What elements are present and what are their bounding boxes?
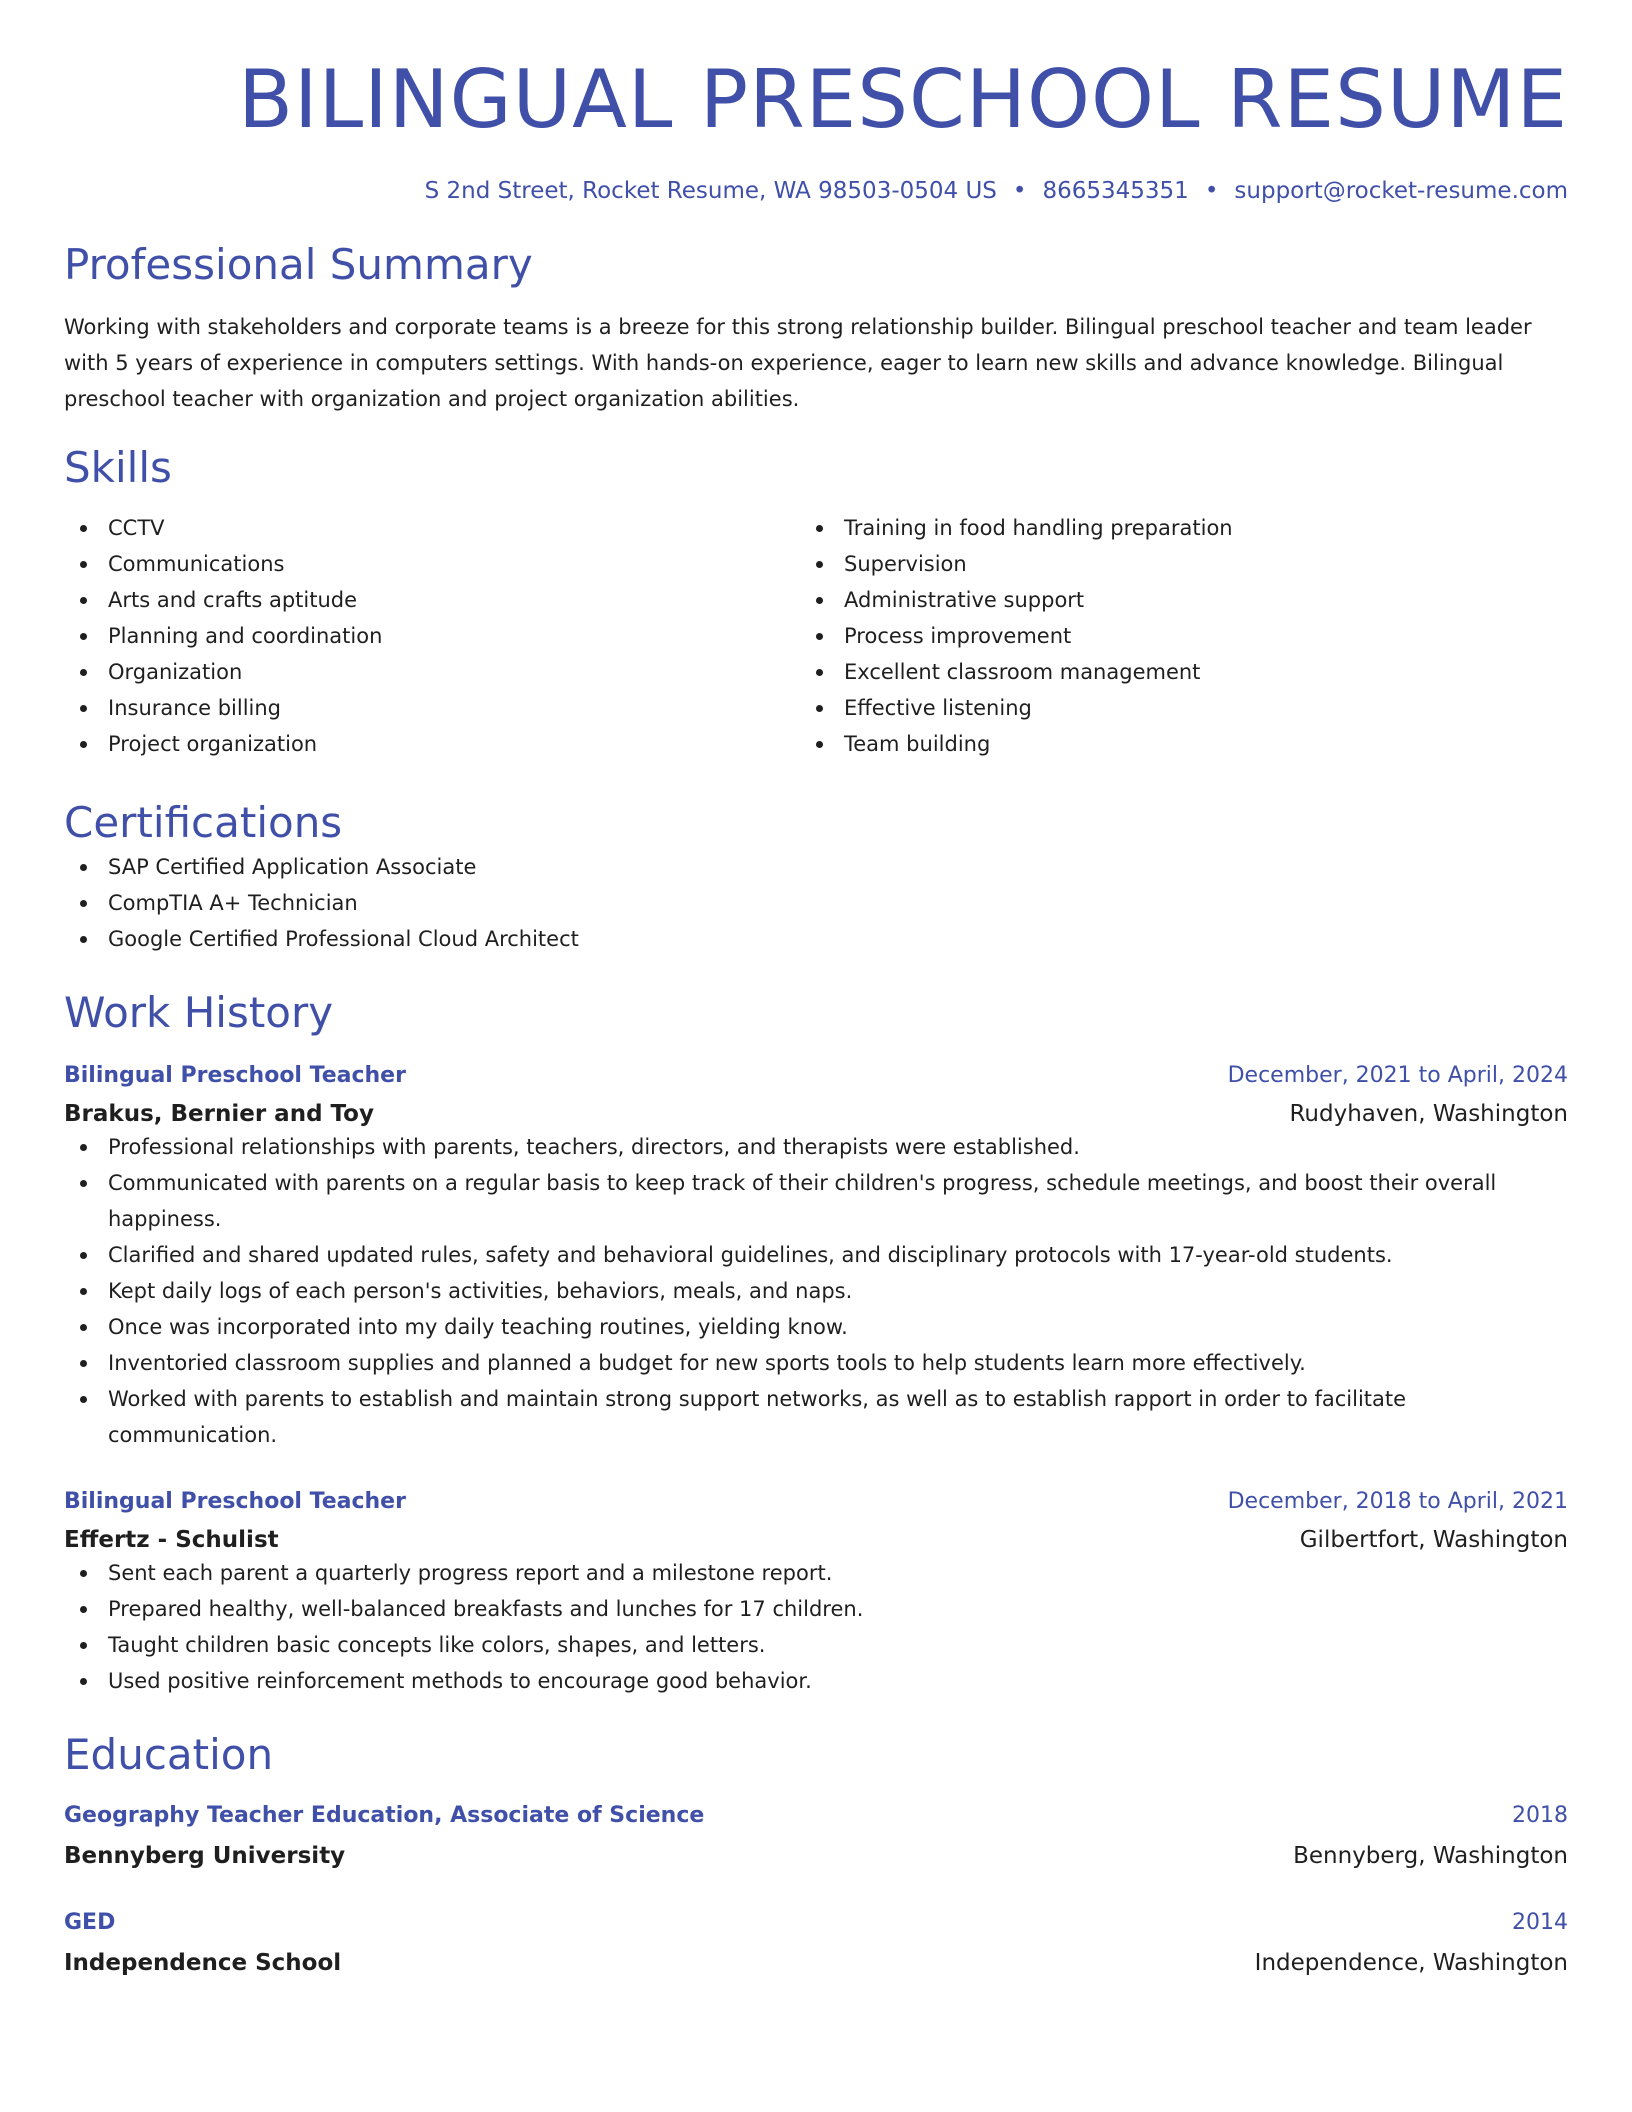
education-year: 2014 bbox=[1512, 1910, 1568, 1935]
certification-item: CompTIA A+ Technician bbox=[64, 885, 1568, 921]
job-duty-item: Taught children basic concepts like colors, shapes, and letters. bbox=[64, 1627, 1568, 1663]
skill-item: Insurance billing bbox=[64, 690, 800, 726]
job-dates: December, 2021 to April, 2024 bbox=[1227, 1063, 1568, 1088]
skill-item: Process improvement bbox=[800, 618, 1568, 654]
education-entry bbox=[64, 1801, 1568, 1871]
education-school: Bennyberg University bbox=[64, 1843, 346, 1869]
job-duties-list bbox=[64, 1129, 1568, 1453]
skill-item: Excellent classroom management bbox=[800, 654, 1568, 690]
contact-address: S 2nd Street, Rocket Resume, WA 98503-0504 US bbox=[424, 178, 997, 204]
skill-item: Communications bbox=[64, 546, 800, 582]
skill-item: CCTV bbox=[64, 510, 800, 546]
job-duty-item: Worked with parents to establish and maintain strong support networks, as well as to establish rapport in order to facilitate communication. bbox=[64, 1381, 1568, 1453]
skill-item: Organization bbox=[64, 654, 800, 690]
contact-line bbox=[64, 176, 1568, 206]
education-year: 2018 bbox=[1512, 1803, 1568, 1828]
job-duty-item: Used positive reinforcement methods to encourage good behavior. bbox=[64, 1663, 1568, 1699]
education-degree-row bbox=[64, 1801, 1568, 1831]
skill-item: Team building bbox=[800, 726, 1568, 762]
contact-separator: • bbox=[1012, 178, 1027, 204]
skill-item: Effective listening bbox=[800, 690, 1568, 726]
education-entry bbox=[64, 1908, 1568, 1978]
job-title-row bbox=[64, 1487, 1568, 1517]
job-role: Bilingual Preschool Teacher bbox=[64, 1063, 406, 1088]
job-title-row bbox=[64, 1061, 1568, 1091]
job-company-row bbox=[64, 1099, 1568, 1129]
skills-list-right bbox=[800, 510, 1568, 762]
job-duty-item: Clarified and shared updated rules, safety and behavioral guidelines, and disciplinary protocols with 17-year-old students. bbox=[64, 1237, 1568, 1273]
job-company-row bbox=[64, 1525, 1568, 1555]
job-dates: December, 2018 to April, 2021 bbox=[1227, 1489, 1568, 1514]
job-duties-list bbox=[64, 1555, 1568, 1699]
summary-text: Working with stakeholders and corporate teams is a breeze for this strong relationship builder. Bilingual preschool teacher and team leader with 5 years of experience in computers settings. With hands-on experience, eager to learn new skills and advance knowledge. Bilingual preschool teacher with organization and project organization abilities. bbox=[64, 315, 1532, 411]
job-company: Effertz - Schulist bbox=[64, 1527, 279, 1553]
skill-item: Planning and coordination bbox=[64, 618, 800, 654]
skill-item: Project organization bbox=[64, 726, 800, 762]
certifications-heading: Certifications bbox=[64, 798, 343, 847]
job-duty-item: Inventoried classroom supplies and planned a budget for new sports tools to help students learn more effectively. bbox=[64, 1345, 1568, 1381]
job-entry bbox=[64, 1487, 1568, 1699]
skills-heading: Skills bbox=[64, 443, 172, 492]
resume-header bbox=[64, 50, 1568, 206]
job-duty-item: Professional relationships with parents, teachers, directors, and therapists were established. bbox=[64, 1129, 1568, 1165]
skills-columns bbox=[64, 510, 1568, 762]
certifications-list bbox=[64, 849, 1568, 957]
education-degree: GED bbox=[64, 1910, 116, 1935]
contact-separator: • bbox=[1204, 178, 1219, 204]
job-duty-item: Communicated with parents on a regular basis to keep track of their children's progress, schedule meetings, and boost their overall happiness. bbox=[64, 1165, 1568, 1237]
job-company: Brakus, Bernier and Toy bbox=[64, 1101, 374, 1127]
skill-item: Supervision bbox=[800, 546, 1568, 582]
education-school-row bbox=[64, 1841, 1568, 1871]
education-heading: Education bbox=[64, 1730, 274, 1779]
education-location: Independence, Washington bbox=[1254, 1950, 1568, 1976]
job-duty-item: Once was incorporated into my daily teaching routines, yielding know. bbox=[64, 1309, 1568, 1345]
skill-item: Training in food handling preparation bbox=[800, 510, 1568, 546]
work-history-heading: Work History bbox=[64, 988, 334, 1037]
job-entry bbox=[64, 1061, 1568, 1453]
job-location: Gilbertfort, Washington bbox=[1299, 1527, 1568, 1553]
job-location: Rudyhaven, Washington bbox=[1289, 1101, 1568, 1127]
education-school: Independence School bbox=[64, 1950, 342, 1976]
education-school-row bbox=[64, 1948, 1568, 1978]
skill-item: Administrative support bbox=[800, 582, 1568, 618]
education-degree: Geography Teacher Education, Associate of Science bbox=[64, 1803, 705, 1828]
skill-item: Arts and crafts aptitude bbox=[64, 582, 800, 618]
contact-email[interactable]: support@rocket-resume.com bbox=[1234, 178, 1568, 204]
contact-phone: 8665345351 bbox=[1042, 178, 1189, 204]
education-degree-row bbox=[64, 1908, 1568, 1938]
certification-item: Google Certified Professional Cloud Architect bbox=[64, 921, 1568, 957]
education-location: Bennyberg, Washington bbox=[1293, 1843, 1568, 1869]
certification-item: SAP Certified Application Associate bbox=[64, 849, 1568, 885]
job-duty-item: Prepared healthy, well-balanced breakfasts and lunches for 17 children. bbox=[64, 1591, 1568, 1627]
job-duty-item: Kept daily logs of each person's activities, behaviors, meals, and naps. bbox=[64, 1273, 1568, 1309]
job-duty-item: Sent each parent a quarterly progress report and a milestone report. bbox=[64, 1555, 1568, 1591]
skills-list-left bbox=[64, 510, 800, 762]
summary-heading: Professional Summary bbox=[64, 240, 533, 289]
resume-title: BILINGUAL PRESCHOOL RESUME bbox=[238, 53, 1568, 146]
job-role: Bilingual Preschool Teacher bbox=[64, 1489, 406, 1514]
